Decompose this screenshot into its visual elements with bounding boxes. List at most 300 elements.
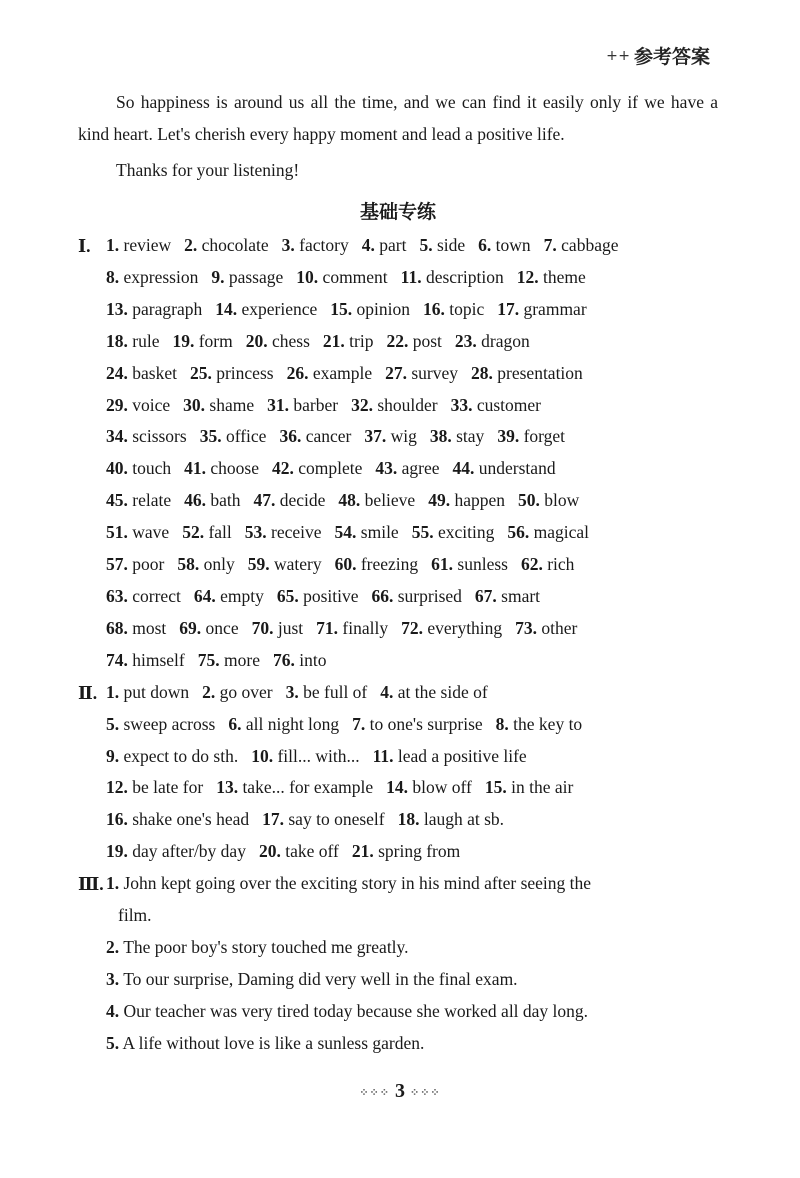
answer-item — [451, 395, 541, 415]
answer-number: 47. — [253, 490, 276, 511]
answer-text: scissors — [132, 426, 187, 447]
answer-item — [184, 235, 269, 255]
answer-number: 69. — [179, 617, 202, 638]
answer-line — [78, 230, 718, 262]
answer-text: theme — [542, 266, 586, 287]
answer-item — [245, 522, 322, 542]
answer-item — [335, 554, 419, 574]
answer-text: topic — [449, 298, 485, 319]
answer-text: more — [224, 649, 260, 670]
answer-text: smart — [501, 585, 541, 606]
answer-number: 28. — [471, 362, 493, 383]
answer-line — [78, 645, 718, 677]
answer-line — [78, 358, 718, 390]
answer-item — [177, 554, 234, 574]
answer-item — [106, 809, 249, 829]
answer-item — [194, 586, 264, 606]
answer-item — [184, 458, 259, 478]
answer-number: 29. — [106, 394, 128, 415]
answer-text: finally — [342, 617, 389, 638]
answer-text: laugh at sb. — [423, 809, 505, 830]
answer-text: basket — [132, 362, 177, 383]
answer-text: say to oneself — [288, 809, 385, 830]
answer-text: voice — [132, 394, 171, 415]
answer-item — [330, 299, 410, 319]
answer-text: barber — [293, 394, 339, 415]
answer-item — [106, 650, 185, 670]
answer-number: 24. — [106, 362, 128, 383]
answer-item — [517, 267, 586, 287]
answer-number: 15. — [484, 777, 507, 798]
answer-number: 39. — [497, 426, 520, 447]
answer-item — [507, 522, 589, 542]
answer-text: stay — [456, 426, 485, 447]
answer-number: 44. — [452, 458, 475, 479]
answer-number: 31. — [267, 394, 289, 415]
answer-number: 19. — [172, 330, 195, 351]
answer-item — [228, 714, 339, 734]
answer-text: watery — [273, 554, 322, 575]
answer-item — [277, 586, 359, 606]
answer-number: 36. — [279, 426, 302, 447]
answer-item — [401, 618, 502, 638]
answer-text: poor — [132, 554, 165, 575]
answer-number: 42. — [272, 458, 294, 479]
answer-line — [78, 549, 718, 581]
answer-text: all night long — [245, 713, 340, 734]
answer-item — [106, 426, 187, 446]
answer-number: 11. — [372, 745, 394, 766]
answer-number: 71. — [316, 617, 339, 638]
answer-number: 2. — [202, 681, 216, 702]
sentence-number: 1. — [106, 873, 120, 894]
answer-item — [412, 522, 495, 542]
answer-item — [352, 841, 460, 861]
answer-item — [200, 426, 267, 446]
answer-number: 18. — [106, 330, 128, 351]
answer-number: 27. — [385, 362, 407, 383]
answer-item — [202, 682, 272, 702]
answer-text: be late for — [132, 777, 204, 798]
answer-text: opinion — [356, 298, 410, 319]
answer-item — [184, 490, 240, 510]
answer-text: fill... with... — [277, 745, 360, 766]
answer-item — [106, 682, 189, 702]
answer-item — [267, 395, 338, 415]
answer-text: part — [379, 235, 407, 255]
answer-item — [106, 522, 169, 542]
answer-item — [351, 395, 438, 415]
answer-text: once — [205, 617, 239, 638]
answer-number: 72. — [401, 617, 423, 638]
answer-text: wave — [132, 522, 170, 543]
answer-text: exciting — [437, 522, 495, 543]
answer-item — [254, 490, 326, 510]
answer-item — [544, 235, 619, 255]
answer-text: expect to do sth. — [123, 745, 239, 766]
answer-text: just — [277, 617, 304, 638]
answer-number: 6. — [478, 235, 492, 255]
answer-number: 74. — [106, 649, 128, 670]
sentence-line — [78, 868, 718, 900]
answer-item — [286, 682, 368, 702]
answer-number: 12. — [106, 777, 128, 798]
answer-number: 46. — [184, 490, 206, 511]
answer-item — [380, 682, 487, 702]
answer-number: 13. — [106, 298, 128, 319]
answer-text: take... for example — [242, 777, 374, 798]
answer-number: 63. — [106, 585, 128, 606]
answer-text: put down — [123, 681, 190, 702]
answer-text: passage — [228, 266, 284, 287]
footer-dots-left: ⁘⁘⁘ — [359, 1086, 390, 1099]
answer-item — [106, 267, 198, 287]
answer-item — [106, 777, 203, 797]
answer-item — [262, 809, 384, 829]
answer-text: lead a positive life — [397, 745, 527, 766]
answer-text: grammar — [523, 298, 587, 319]
footer-dots-right: ⁘⁘⁘ — [410, 1086, 441, 1099]
answer-item — [106, 458, 171, 478]
answer-number: 22. — [386, 330, 409, 351]
answer-text: description — [425, 266, 504, 287]
part-1-vocabulary — [78, 230, 718, 677]
answer-item — [401, 267, 504, 287]
answer-text: go over — [219, 681, 273, 702]
sentence-number: 5. — [106, 1032, 120, 1053]
answer-number: 30. — [183, 394, 206, 415]
answer-line — [78, 517, 718, 549]
answer-item — [190, 363, 274, 383]
answer-number: 76. — [272, 649, 295, 670]
answer-text: customer — [476, 394, 542, 415]
answer-text: town — [495, 235, 531, 255]
answer-line — [78, 294, 718, 326]
answer-number: 59. — [247, 554, 270, 575]
part-2-phrases — [78, 677, 718, 868]
answer-text: happen — [454, 490, 505, 511]
answer-number: 58. — [177, 554, 200, 575]
answer-text: take off — [285, 841, 339, 862]
answer-line — [78, 772, 718, 804]
answer-text: positive — [303, 585, 359, 606]
answer-number: 6. — [228, 713, 242, 734]
closing-line: Thanks for your listening! — [116, 160, 300, 180]
answer-text: fall — [208, 522, 232, 543]
answer-line — [78, 581, 718, 613]
answer-line — [78, 741, 718, 773]
answer-text: trip — [349, 330, 374, 351]
sentence-number: 2. — [106, 936, 120, 957]
answer-text: agree — [401, 458, 440, 479]
answer-number: 4. — [380, 681, 394, 702]
answer-text: cancer — [305, 426, 352, 447]
answer-text: the key to — [513, 713, 583, 734]
answer-item — [282, 235, 349, 255]
answer-number: 33. — [450, 394, 473, 415]
answer-number: 16. — [422, 298, 445, 319]
answer-line — [78, 421, 718, 453]
page-content — [78, 86, 718, 1060]
sentence-line — [78, 1028, 718, 1060]
answer-item — [471, 363, 583, 383]
answer-item — [106, 299, 202, 319]
answer-text: cabbage — [561, 235, 619, 255]
answer-item — [453, 458, 556, 478]
answer-text: shake one's head — [132, 809, 250, 830]
answer-text: blow off — [412, 777, 472, 798]
answer-text: sweep across — [123, 713, 216, 734]
answer-item — [248, 554, 322, 574]
answer-text: chocolate — [201, 235, 269, 255]
intro-paragraph: So happiness is around us all the time, and we can find it easily only if we have a kind heart. Let's cherish every happy moment and lead a positive life. — [78, 92, 718, 144]
answer-line — [78, 804, 718, 836]
sentence-line — [78, 996, 718, 1028]
answer-line — [78, 453, 718, 485]
answer-text: only — [203, 554, 235, 575]
answer-number: 62. — [520, 554, 543, 575]
answer-number: 25. — [189, 362, 212, 383]
answer-text: rule — [132, 330, 160, 351]
answer-line — [78, 709, 718, 741]
answer-number: 14. — [215, 298, 238, 319]
answer-number: 75. — [197, 649, 220, 670]
answer-text: shame — [209, 394, 255, 415]
answer-item — [431, 554, 508, 574]
answer-item — [211, 267, 283, 287]
answer-item — [296, 267, 387, 287]
answer-number: 73. — [515, 617, 538, 638]
page-number: 3 — [395, 1080, 405, 1102]
answer-text: office — [225, 426, 267, 447]
answer-item — [398, 809, 504, 829]
answer-number: 2. — [184, 235, 198, 255]
answer-item — [106, 841, 246, 861]
answer-item — [251, 746, 359, 766]
sentence-text: Our teacher was very tired today because she worked all day long. — [123, 1000, 589, 1021]
answer-line — [78, 485, 718, 517]
answer-number: 48. — [338, 490, 361, 511]
answer-text: factory — [299, 235, 349, 255]
answer-number: 65. — [276, 585, 299, 606]
answer-item — [106, 746, 238, 766]
answer-number: 19. — [106, 841, 128, 862]
section-title: 基础专练 — [359, 201, 436, 223]
answer-number: 14. — [386, 777, 409, 798]
answer-text: shoulder — [377, 394, 438, 415]
answer-number: 8. — [495, 713, 509, 734]
answer-item — [475, 586, 540, 606]
answer-number: 15. — [330, 298, 353, 319]
answer-item — [106, 395, 170, 415]
answer-text: wig — [390, 426, 417, 447]
answer-item — [515, 618, 577, 638]
answer-text: sunless — [457, 554, 508, 575]
sentence-line — [78, 932, 718, 964]
answer-line — [78, 677, 718, 709]
answer-line — [78, 326, 718, 358]
answer-item — [106, 331, 159, 351]
answer-text: be full of — [303, 681, 368, 702]
answer-item — [323, 331, 374, 351]
sentence-text: To our surprise, Daming did very well in the final exam. — [123, 968, 518, 989]
answer-number: 1. — [106, 235, 120, 255]
answer-number: 38. — [429, 426, 452, 447]
answer-item — [419, 235, 465, 255]
answer-number: 17. — [262, 809, 284, 830]
answer-number: 3. — [285, 681, 299, 702]
answer-text: choose — [210, 458, 259, 479]
answer-item — [373, 746, 527, 766]
answer-text: presentation — [497, 362, 583, 383]
answer-text: paragraph — [132, 298, 203, 319]
answer-number: 1. — [106, 681, 120, 702]
answer-line — [78, 613, 718, 645]
answer-text: everything — [427, 617, 503, 638]
answer-number: 43. — [375, 458, 398, 479]
answer-number: 64. — [193, 585, 216, 606]
answer-text: at the side of — [397, 681, 488, 702]
answer-item — [106, 363, 177, 383]
answer-number: 35. — [199, 426, 222, 447]
answer-item — [485, 777, 573, 797]
sentence-continuation: film. — [118, 905, 152, 926]
answer-text: dragon — [481, 330, 530, 351]
answer-text: most — [132, 617, 167, 638]
answer-line — [78, 836, 718, 868]
answer-text: bath — [210, 490, 241, 511]
answer-number: 45. — [106, 490, 128, 511]
answer-item — [430, 426, 484, 446]
answer-text: side — [436, 235, 466, 255]
answer-number: 18. — [397, 809, 420, 830]
answer-text: chess — [272, 330, 310, 351]
answer-item — [106, 554, 164, 574]
answer-item — [497, 299, 586, 319]
answer-line — [78, 390, 718, 422]
answer-number: 50. — [518, 490, 540, 511]
part-2-numeral: Ⅱ. — [78, 682, 98, 703]
answer-item — [455, 331, 530, 351]
answer-number: 9. — [211, 266, 225, 287]
answer-text: smile — [360, 522, 399, 543]
answer-number: 41. — [184, 458, 207, 479]
answer-number: 60. — [334, 554, 357, 575]
answer-text: example — [312, 362, 373, 383]
answer-item — [183, 395, 254, 415]
answer-item — [335, 522, 399, 542]
sentence-number: 3. — [106, 968, 120, 989]
answer-number: 21. — [322, 330, 345, 351]
answer-text: to one's surprise — [369, 713, 483, 734]
answer-item — [428, 490, 505, 510]
answer-text: comment — [322, 266, 388, 287]
answer-text: spring from — [378, 841, 461, 862]
answer-number: 11. — [400, 266, 422, 287]
answer-text: understand — [478, 458, 556, 479]
answer-number: 5. — [106, 713, 120, 734]
answer-text: post — [412, 330, 442, 351]
answer-number: 55. — [411, 522, 434, 543]
answer-number: 70. — [251, 617, 274, 638]
answer-text: magical — [533, 522, 589, 543]
page-header — [606, 42, 710, 69]
answer-text: touch — [132, 458, 172, 479]
answer-item — [179, 618, 238, 638]
answer-item — [352, 714, 483, 734]
answer-number: 17. — [497, 298, 520, 319]
answer-item — [497, 426, 565, 446]
answer-text: himself — [132, 649, 185, 670]
answer-text: complete — [298, 458, 363, 479]
answer-text: relate — [132, 490, 172, 511]
answer-item — [478, 235, 531, 255]
answer-number: 20. — [258, 841, 281, 862]
answer-text: in the air — [511, 777, 574, 798]
answer-text: forget — [523, 426, 566, 447]
answer-text: princess — [216, 362, 274, 383]
answer-item — [316, 618, 388, 638]
answer-item — [386, 777, 472, 797]
sentence-line — [78, 964, 718, 996]
answer-item — [375, 458, 439, 478]
answer-text: receive — [271, 522, 322, 543]
answer-item — [106, 586, 181, 606]
answer-number: 32. — [351, 394, 373, 415]
answer-number: 9. — [106, 745, 120, 766]
sparkle-icon: + + — [606, 47, 628, 64]
sentence-number: 4. — [106, 1000, 120, 1021]
answer-number: 20. — [245, 330, 268, 351]
answer-item — [423, 299, 484, 319]
answer-number: 40. — [106, 458, 128, 479]
answer-number: 66. — [371, 585, 394, 606]
answer-number: 57. — [106, 554, 128, 575]
answer-number: 26. — [286, 362, 309, 383]
answer-text: believe — [364, 490, 416, 511]
answer-item — [106, 490, 171, 510]
answer-item — [386, 331, 441, 351]
answer-item — [259, 841, 339, 861]
answer-number: 12. — [516, 266, 539, 287]
answer-text: form — [198, 330, 233, 351]
answer-item — [198, 650, 260, 670]
answer-item — [106, 618, 166, 638]
answer-item — [372, 586, 462, 606]
answer-number: 16. — [106, 809, 128, 830]
answer-number: 51. — [106, 522, 128, 543]
answer-item — [385, 363, 458, 383]
answer-item — [521, 554, 574, 574]
part-1-numeral: Ⅰ. — [78, 236, 91, 256]
answer-line — [78, 262, 718, 294]
answer-item — [496, 714, 583, 734]
answer-number: 68. — [106, 617, 128, 638]
answer-number: 5. — [419, 235, 433, 255]
answer-item — [215, 299, 317, 319]
answer-text: empty — [220, 585, 264, 606]
answer-item — [246, 331, 310, 351]
answer-item — [364, 426, 417, 446]
sentence-text: The poor boy's story touched me greatly. — [123, 936, 409, 957]
answer-number: 37. — [364, 426, 387, 447]
answer-number: 13. — [216, 777, 239, 798]
answer-text: experience — [241, 298, 318, 319]
answer-item — [106, 714, 215, 734]
answer-number: 10. — [251, 745, 274, 766]
answer-number: 54. — [334, 522, 357, 543]
page-footer — [0, 1080, 800, 1103]
